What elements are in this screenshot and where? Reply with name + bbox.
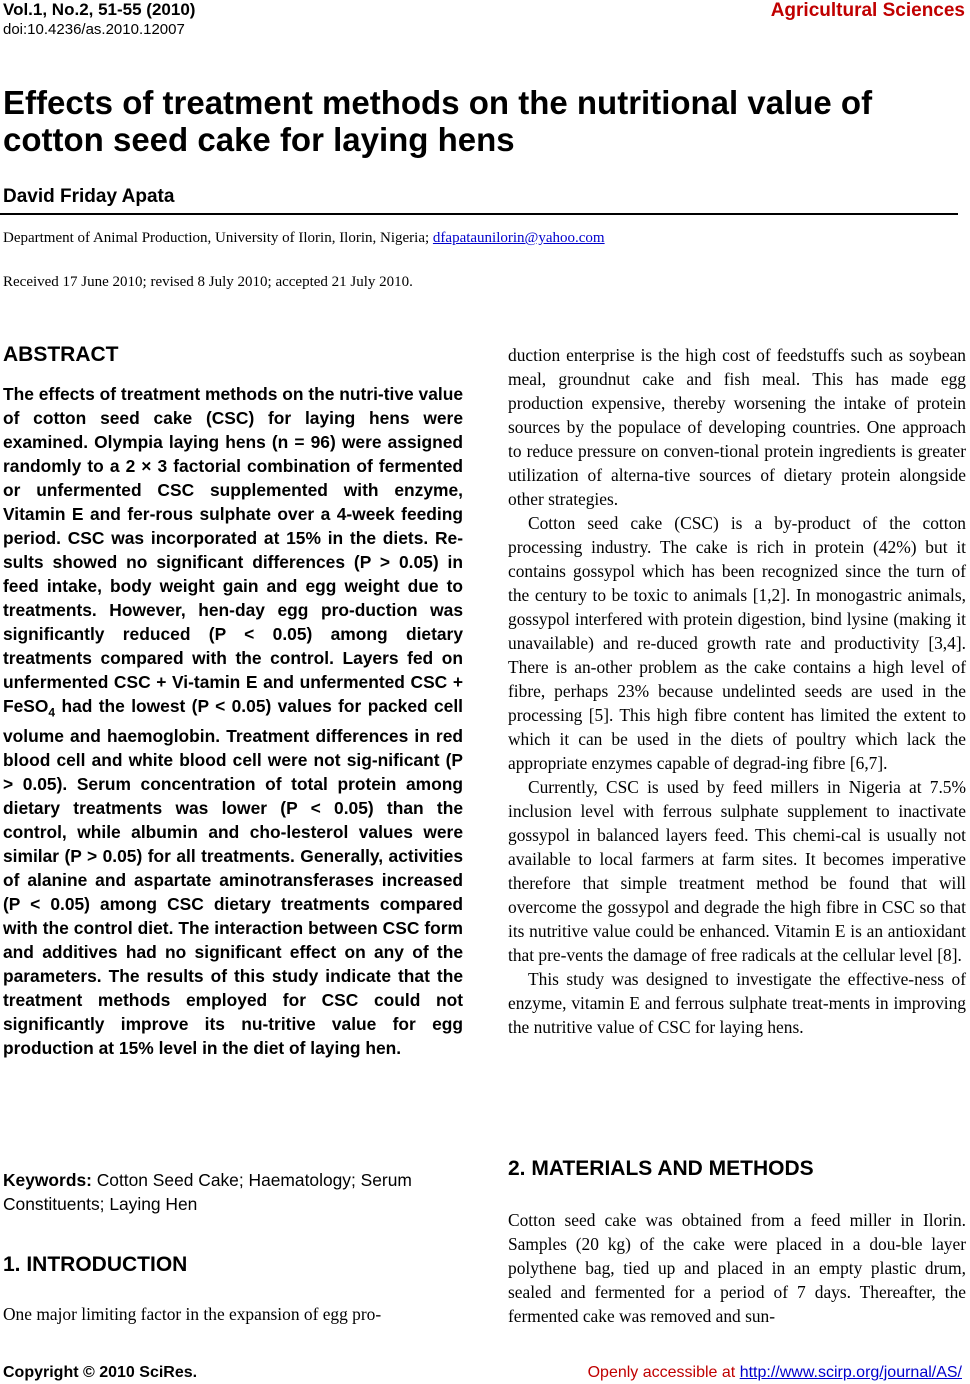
abstract-text-part1: The effects of treatment methods on the nutri-tive value of cotton seed cake (CSC) for laying hens were examined. Olympia laying hens (n = 96) were assigned randomly to a 2 × 3 factorial combination of fermented or unfermented CSC supplemented with enzyme, Vitamin E and fer-rous sulphate over a 4-week feeding period. CSC was incorporated at 15% in the diets. Re-sults showed no significant differences (P > 0.05) in feed intake, body weight gain and egg weight due to treatments. However, hen-day egg pro-duction was significantly reduced (P < 0.05) among dietary treatments compared with the control. Layers fed on unfermented CSC + Vi-tamin E and unfermented CSC + FeSO (3, 384, 463, 716)
abstract-subscript: 4 (48, 705, 56, 720)
introduction-heading: 1. INTRODUCTION (3, 1253, 188, 1276)
received-dates: Received 17 June 2010; revised 8 July 2010; accepted 21 July 2010. (3, 274, 413, 290)
intro-paragraph-1-text: duction enterprise is the high cost of feedstuffs such as soybean meal, groundnut cake and fish meal. This has made egg production expensive, thereby worsening the intake of protein sources by the populace of developing countries. One approach to reduce pressure on conven-tional protein ingredients is greater utilization of alterna-tive sources of dietary protein alongside other strategies. (508, 345, 966, 509)
affiliation-text: Department of Animal Production, University of Ilorin, Ilorin, Nigeria; (3, 230, 433, 246)
keywords-label: Keywords: (3, 1170, 92, 1190)
volume-info: Vol.1, No.2, 51-55 (2010) (3, 0, 196, 19)
intro-paragraph-3: Currently, CSC is used by feed millers in Nigeria at 7.5% inclusion level with ferrous sulphate supplement to inactivate gossypol in balanced layers feed. This chemi-cal is usually not available to local farmers at farm sites. It becomes imperative therefore that simple treatment method be found that will overcome the gossypol and degrade the high fibre in CSC so that its nutritive value could be enhanced. Vitamin E is an antioxidant that pre-vents the damage of free radicals at the cellular level [8]. (508, 777, 966, 965)
abstract-text-part2: had the lowest (P < 0.05) values for packed cell volume and haemoglobin. Treatment differences in red blood cell and white blood cell were not sig-nificant (P > 0.05). Serum concentration of total protein among dietary treatments was lower (P < 0.05) than the control, while albumin and cho-lesterol values were similar (P > 0.05) for all treatments. Generally, activities of alanine and aspartate aminotransferases increased (P < 0.05) among CSC dietary treatments compared with the control diet. The interaction between CSC form and additives had no significant effect on any of the parameters. The results of this study indicate that the treatment methods employed for CSC could not significantly improve its nu-tritive value for egg production at 15% level in the diet of laying hen. (3, 696, 463, 1059)
doi: doi:10.4236/as.2010.12007 (3, 21, 185, 38)
abstract-heading: ABSTRACT (3, 343, 119, 366)
keywords-text: Cotton Seed Cake; Haematology; Serum Constituents; Laying Hen (3, 1170, 412, 1214)
intro-paragraph-4: This study was designed to investigate the effective-ness of enzyme, vitamin E and ferrous sulphate treat-ments in improving the nutritive value of CSC for laying hens. (508, 969, 966, 1037)
author-name: David Friday Apata (3, 186, 175, 207)
open-access-note (588, 1364, 962, 1382)
copyright: Copyright © 2010 SciRes. (3, 1364, 198, 1381)
affiliation (3, 230, 605, 247)
open-access-text: Openly accessible at (587, 1364, 740, 1381)
intro-paragraph-1 (508, 343, 966, 1039)
journal-name: Agricultural Sciences (770, 0, 965, 21)
intro-paragraph-2: Cotton seed cake (CSC) is a by-product of the cotton processing industry. The cake is rich in protein (42%) but it contains gossypol which has been recognized since the turn of the century to be toxic to animals [1,2]. In monogastric animals, gossypol interfered with protein digestion, bind lysine (making it unavailable) and re-duced growth rate and productivity [3,4]. There is an-other problem as the cake contains a high level of fibre, perhaps 23% because undelinted seeds are used in the processing [5]. This high fibre content has limited the extent to which it can be used in the diets of poultry which lack the appropriate enzymes capable of degrad-ing fibre [6,7]. (508, 513, 966, 773)
abstract-body (3, 382, 463, 1060)
author-email-link[interactable]: dfapataunilorin@yahoo.com (432, 230, 605, 246)
title-divider (0, 213, 958, 215)
paper-title: Effects of treatment methods on the nutritional value of cotton seed cake for laying hens (3, 84, 873, 158)
journal-url-link[interactable]: http://www.scirp.org/journal/AS/ (739, 1364, 962, 1381)
keywords (3, 1168, 433, 1216)
introduction-first-line: One major limiting factor in the expansion of egg pro- (3, 1304, 382, 1324)
methods-heading: 2. MATERIALS AND METHODS (508, 1157, 814, 1180)
methods-paragraph-1: Cotton seed cake was obtained from a feed miller in Ilorin. Samples (20 kg) of the cake were placed in a dou-ble layer polythene bag, tied up and placed in an empty plastic drum, sealed and fermented for a period of 7 days. Thereafter, the fermented cake was removed and sun- (508, 1210, 966, 1326)
